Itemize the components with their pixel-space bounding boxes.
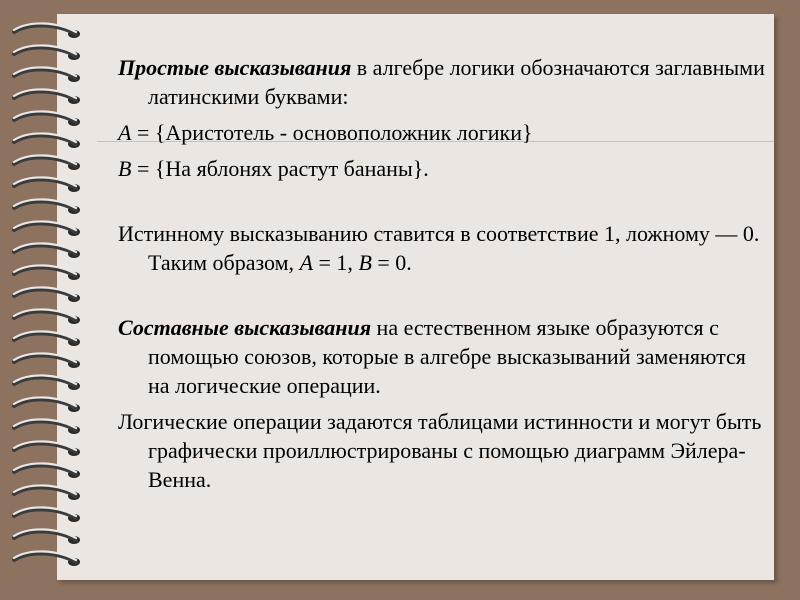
spiral-ring-icon	[14, 485, 80, 500]
paragraph-example-b	[118, 154, 768, 183]
spiral-ring-icon	[14, 221, 80, 236]
spiral-ring-icon	[14, 133, 80, 148]
logical-operations-text: Логические операции задаются таблицами истинности и могут быть графически проиллюстрированы с помощью диаграмм Эйлера-Венна.	[118, 409, 762, 492]
spiral-ring-icon	[14, 199, 80, 214]
truth-values-var-a: A	[299, 250, 314, 275]
variable-a: A	[118, 120, 132, 145]
paragraph-truth-values	[118, 219, 768, 277]
spiral-ring-icon	[14, 529, 80, 544]
spiral-ring-icon	[14, 331, 80, 346]
spiral-ring-icon	[14, 309, 80, 324]
slide-content	[118, 53, 768, 494]
spiral-ring-icon	[14, 441, 80, 456]
compound-statements-text: на естественном языке образуются с помощью союзов, которые в алгебре высказываний заменяются на логические операции.	[148, 315, 746, 398]
spiral-ring-icon	[14, 67, 80, 82]
paragraph-example-a	[118, 118, 768, 147]
spiral-ring-icon	[14, 287, 80, 302]
example-b-text: = {На яблонях растут бананы}.	[131, 156, 429, 181]
truth-values-text-3: = 0.	[371, 250, 412, 275]
truth-values-text-1: Истинному высказыванию ставится в соответствие 1, ложному — 0. Таким образом,	[118, 221, 760, 275]
spiral-ring-icon	[14, 111, 80, 126]
paragraph-simple-statements	[118, 53, 768, 111]
variable-b: B	[118, 156, 132, 181]
spiral-ring-icon	[14, 551, 80, 566]
example-a-text: = {Аристотель - основоположник логики}	[131, 120, 533, 145]
spiral-ring-icon	[14, 507, 80, 522]
spiral-ring-icon	[14, 23, 80, 38]
spiral-binding-icon	[0, 0, 110, 600]
spiral-ring-icon	[14, 265, 80, 280]
spiral-ring-icon	[14, 463, 80, 478]
term-compound-statements: Составные высказывания	[118, 315, 372, 340]
term-simple-statements: Простые высказывания	[118, 55, 352, 80]
paragraph-compound-statements	[118, 313, 768, 400]
spiral-ring-icon	[14, 155, 80, 170]
truth-values-var-b: B	[358, 250, 372, 275]
spiral-ring-icon	[14, 353, 80, 368]
spiral-ring-icon	[14, 89, 80, 104]
spiral-ring-icon	[14, 375, 80, 390]
spiral-ring-icon	[14, 419, 80, 434]
spiral-ring-icon	[14, 177, 80, 192]
spiral-ring-icon	[14, 45, 80, 60]
spiral-ring-icon	[14, 243, 80, 258]
spiral-ring-icon	[14, 397, 80, 412]
simple-statements-text: в алгебре логики обозначаются заглавными латинскими буквами:	[148, 55, 765, 109]
paragraph-logical-operations	[118, 407, 768, 494]
truth-values-text-2: = 1,	[313, 250, 359, 275]
